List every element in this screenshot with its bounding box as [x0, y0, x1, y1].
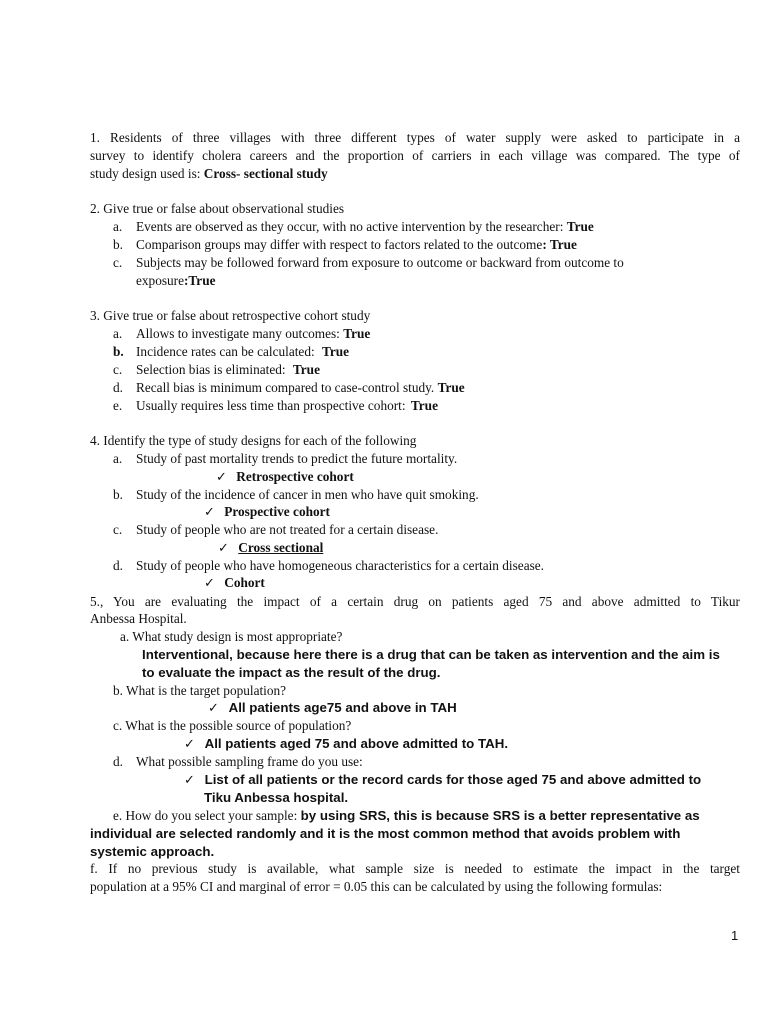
- q4-answer-d: [204, 574, 265, 593]
- q3-item-d-answer: True: [437, 380, 465, 395]
- q3-item-a-answer: True: [343, 326, 371, 341]
- q4-answer-c: [218, 539, 323, 558]
- q4-item-a: Study of past mortality trends to predict the future mortality.: [136, 451, 458, 466]
- q4-answer-b-text: Prospective cohort: [224, 504, 330, 519]
- q3-item-d-text: Recall bias is minimum compared to case-control study.: [136, 380, 435, 395]
- q3-item-e: [136, 397, 438, 415]
- q3-item-e-answer: True: [410, 398, 438, 413]
- q5-line-2: Anbessa Hospital.: [90, 611, 187, 626]
- q4-marker-d: d.: [113, 558, 123, 573]
- q5-f-line-2: population at a 95% CI and marginal of error = 0.05 this can be calculated by using the following formulas:: [90, 879, 663, 894]
- q3-item-c: [136, 361, 320, 379]
- q5-a-answer-1: Interventional, because here there is a drug that can be taken as intervention and the aim is: [142, 647, 720, 662]
- q4-item-d: Study of people who have homogeneous characteristics for a certain disease.: [136, 558, 544, 573]
- q2-marker-b: b.: [113, 237, 123, 252]
- q1-text: study design used is:: [90, 166, 201, 181]
- q1-answer: Cross- sectional study: [203, 166, 328, 181]
- q2-item-b-answer: : True: [542, 237, 577, 252]
- checkmark-icon: ✓: [184, 773, 195, 788]
- q3-marker-b: b.: [113, 344, 124, 359]
- q2-item-c-cont: [136, 272, 216, 290]
- q1-line-2: survey to identify cholera careers and the proportion of carriers in each village was compared. The type of: [90, 148, 740, 163]
- q5-c-question: c. What is the possible source of population?: [113, 718, 352, 733]
- q4-answer-a: [216, 468, 354, 487]
- q3-item-b-text: Incidence rates can be calculated:: [136, 344, 315, 359]
- q3-item-c-text: Selection bias is eliminated:: [136, 362, 286, 377]
- q5-e-answer-3: systemic approach.: [90, 844, 215, 859]
- q2-item-c-cont-text: exposure: [136, 273, 184, 288]
- q5-e-answer-1: by using SRS, this is because SRS is a better representative as: [300, 808, 700, 823]
- q2-item-c-answer: :True: [184, 273, 216, 288]
- checkmark-icon: ✓: [184, 737, 195, 752]
- checkmark-icon: ✓: [208, 701, 219, 716]
- q4-item-c: Study of people who are not treated for a certain disease.: [136, 522, 439, 537]
- q5-d-question: What possible sampling frame do you use:: [136, 754, 363, 769]
- q5-b-answer: [208, 699, 457, 718]
- q4-answer-d-text: Cohort: [224, 575, 265, 590]
- q5-e-question: e. How do you select your sample:: [113, 808, 298, 823]
- checkmark-icon: ✓: [218, 541, 229, 556]
- q3-heading: 3. Give true or false about retrospective cohort study: [90, 308, 371, 323]
- q2-heading: 2. Give true or false about observational studies: [90, 201, 345, 216]
- q5-c-answer-text: All patients aged 75 and above admitted to TAH.: [204, 736, 509, 751]
- q5-d-marker: d.: [113, 754, 123, 769]
- q3-item-b-answer: True: [322, 344, 350, 359]
- checkmark-icon: ✓: [204, 505, 215, 520]
- q5-d-answer-2: Tiku Anbessa hospital.: [204, 790, 349, 805]
- q4-heading: 4. Identify the type of study designs for each of the following: [90, 433, 417, 448]
- q3-item-a: [136, 325, 370, 343]
- q4-answer-c-text: Cross sectional: [238, 540, 324, 555]
- q4-marker-a: a.: [113, 451, 123, 466]
- page-number: 1: [731, 928, 739, 943]
- q3-marker-e: e.: [113, 398, 123, 413]
- q2-marker-a: a.: [113, 219, 123, 234]
- q5-d-answer-1-text: List of all patients or the record cards for those aged 75 and above admitted to: [204, 772, 702, 787]
- q5-a-answer-2: to evaluate the impact as the result of the drug.: [142, 665, 441, 680]
- q2-item-c: Subjects may be followed forward from exposure to outcome or backward from outcome to: [136, 255, 624, 270]
- q5-line-1: 5., You are evaluating the impact of a certain drug on patients aged 75 and above admitted to Tikur: [90, 594, 740, 609]
- q1-line-3: [90, 165, 328, 183]
- q3-marker-d: d.: [113, 380, 123, 395]
- q5-b-answer-text: All patients age75 and above in TAH: [228, 700, 457, 715]
- q2-marker-c: c.: [113, 255, 123, 270]
- q5-c-answer: [184, 735, 508, 754]
- q3-item-e-text: Usually requires less time than prospective cohort:: [136, 398, 406, 413]
- q5-e-line-1: [113, 807, 700, 825]
- q3-marker-c: c.: [113, 362, 123, 377]
- q2-item-a-answer: True: [566, 219, 594, 234]
- q5-e-answer-2: individual are selected randomly and it is the most common method that avoids problem with: [90, 826, 681, 841]
- q1-line-1: 1. Residents of three villages with three different types of water supply were asked to participate in a: [90, 130, 740, 145]
- q5-d-answer-1: [184, 771, 701, 790]
- q4-marker-b: b.: [113, 487, 123, 502]
- q4-answer-b: [204, 503, 330, 522]
- q3-item-a-text: Allows to investigate many outcomes:: [136, 326, 340, 341]
- q2-item-a: [136, 218, 594, 236]
- q3-item-b: [136, 343, 349, 361]
- q5-b-question: b. What is the target population?: [113, 683, 287, 698]
- q4-item-b: Study of the incidence of cancer in men who have quit smoking.: [136, 487, 479, 502]
- q3-item-c-answer: True: [292, 362, 320, 377]
- q5-a-question: a. What study design is most appropriate?: [120, 629, 343, 644]
- q3-item-d: [136, 379, 465, 397]
- checkmark-icon: ✓: [204, 576, 215, 591]
- q2-item-b-text: Comparison groups may differ with respect to factors related to the outcome: [136, 237, 543, 252]
- q2-item-b: [136, 236, 577, 254]
- q3-marker-a: a.: [113, 326, 123, 341]
- checkmark-icon: ✓: [216, 470, 227, 485]
- q2-item-a-text: Events are observed as they occur, with no active intervention by the researcher:: [136, 219, 564, 234]
- q4-marker-c: c.: [113, 522, 123, 537]
- q4-answer-a-text: Retrospective cohort: [236, 469, 354, 484]
- q5-f-line-1: f. If no previous study is available, what sample size is needed to estimate the impact in the target: [90, 861, 740, 876]
